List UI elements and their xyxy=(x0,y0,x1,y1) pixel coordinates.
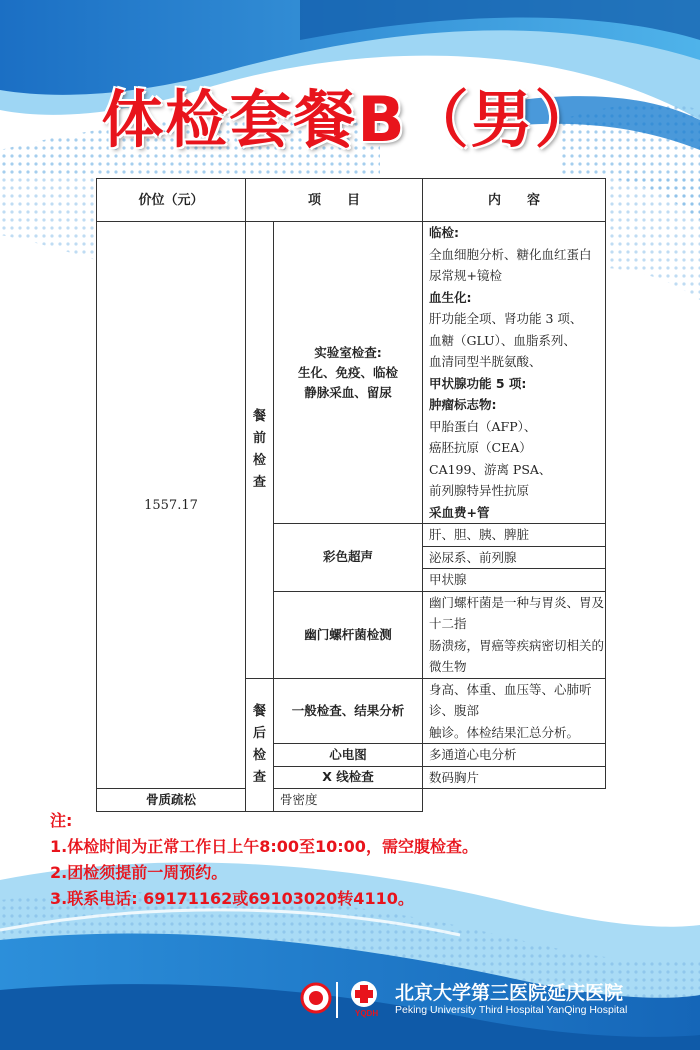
price-cell: 1557.17 xyxy=(97,222,246,789)
content-line: 全血细胞分析、糖化血红蛋白 xyxy=(429,246,592,262)
notes-section xyxy=(50,808,478,912)
phase-pre-meal xyxy=(246,222,274,679)
phase-pre-meal-label: 餐前检查 xyxy=(252,408,266,490)
content-hp xyxy=(423,591,606,678)
header-content: 内 容 xyxy=(423,179,606,222)
note-item: 1.体检时间为正常工作日上午8:00至10:00，需空腹检查。 xyxy=(50,837,478,856)
content-line: 甲状腺功能 5 项: xyxy=(429,375,527,391)
page-title: 体检套餐B（男） xyxy=(101,83,599,156)
content-line: 癌胚抗原（CEA） xyxy=(429,440,532,455)
checkup-package-table xyxy=(96,178,606,812)
item-ecg: 心电图 xyxy=(274,744,423,767)
item-ultrasound: 彩色超声 xyxy=(274,524,423,592)
item-hp: 幽门螺杆菌检测 xyxy=(274,591,423,678)
item-lab xyxy=(274,222,423,524)
phase-post-meal-label: 餐后检查 xyxy=(252,703,266,785)
content-line: 肠溃疡，胃癌等疾病密切相关的微生物 xyxy=(429,637,605,674)
content-lab xyxy=(423,222,606,524)
note-item: 2.团检须提前一周预约。 xyxy=(50,863,228,882)
item-lab-line: 实验室检查: xyxy=(314,344,382,360)
content-line: 尿常规+镜检 xyxy=(429,268,502,283)
content-bone: 骨密度 xyxy=(274,789,423,812)
content-xray: 数码胸片 xyxy=(423,766,606,789)
content-line: 采血费+管 xyxy=(429,504,490,520)
content-line: 临检: xyxy=(429,225,459,240)
notes-heading: 注: xyxy=(50,811,73,830)
content-ultrasound-3: 甲状腺 xyxy=(423,569,606,592)
content-line: 血生化: xyxy=(429,289,472,305)
logo-text: YQDH xyxy=(355,1009,379,1018)
note-item: 3.联系电话: 69171162或69103020转4110。 xyxy=(50,889,414,908)
content-line: 肿瘤标志物: xyxy=(429,397,497,412)
content-line: 幽门螺杆菌是一种与胃炎、胃及十二指 xyxy=(429,594,605,631)
content-ultrasound-2: 泌尿系、前列腺 xyxy=(423,546,606,569)
item-bone: 骨质疏松 xyxy=(97,789,246,812)
item-xray: X 线检查 xyxy=(274,766,423,789)
content-line: 身高、体重、血压等、心肺听诊、腹部 xyxy=(429,681,592,718)
content-ecg: 多通道心电分析 xyxy=(423,744,606,767)
content-line: 触诊。体检结果汇总分析。 xyxy=(429,724,580,740)
content-line: CA199、游离 PSA、 xyxy=(429,461,552,477)
content-line: 血糖（GLU）、血脂系列、 xyxy=(429,332,576,348)
hospital-name-cn: 北京大学第三医院延庆医院 xyxy=(395,982,624,1004)
content-line: 前列腺特异性抗原 xyxy=(429,483,530,498)
content-line: 血清同型半胱氨酸、 xyxy=(429,354,542,369)
content-line: 甲胎蛋白（AFP）、 xyxy=(429,418,537,434)
lab-row xyxy=(97,222,606,524)
phase-post-meal xyxy=(246,678,274,811)
header-item: 项 目 xyxy=(246,179,423,222)
item-lab-line: 生化、免疫、临检 xyxy=(297,364,398,380)
content-general xyxy=(423,678,606,744)
table-header-row xyxy=(97,179,606,222)
item-general: 一般检查、结果分析 xyxy=(274,678,423,744)
content-line: 肝功能全项、肾功能 3 项、 xyxy=(429,311,583,326)
hospital-name-en: Peking University Third Hospital YanQing Hospital xyxy=(395,1004,628,1016)
item-lab-line: 静脉采血、留尿 xyxy=(304,384,392,400)
header-price: 价位（元） xyxy=(97,179,246,222)
content-ultrasound-1: 肝、胆、胰、脾脏 xyxy=(423,524,606,547)
